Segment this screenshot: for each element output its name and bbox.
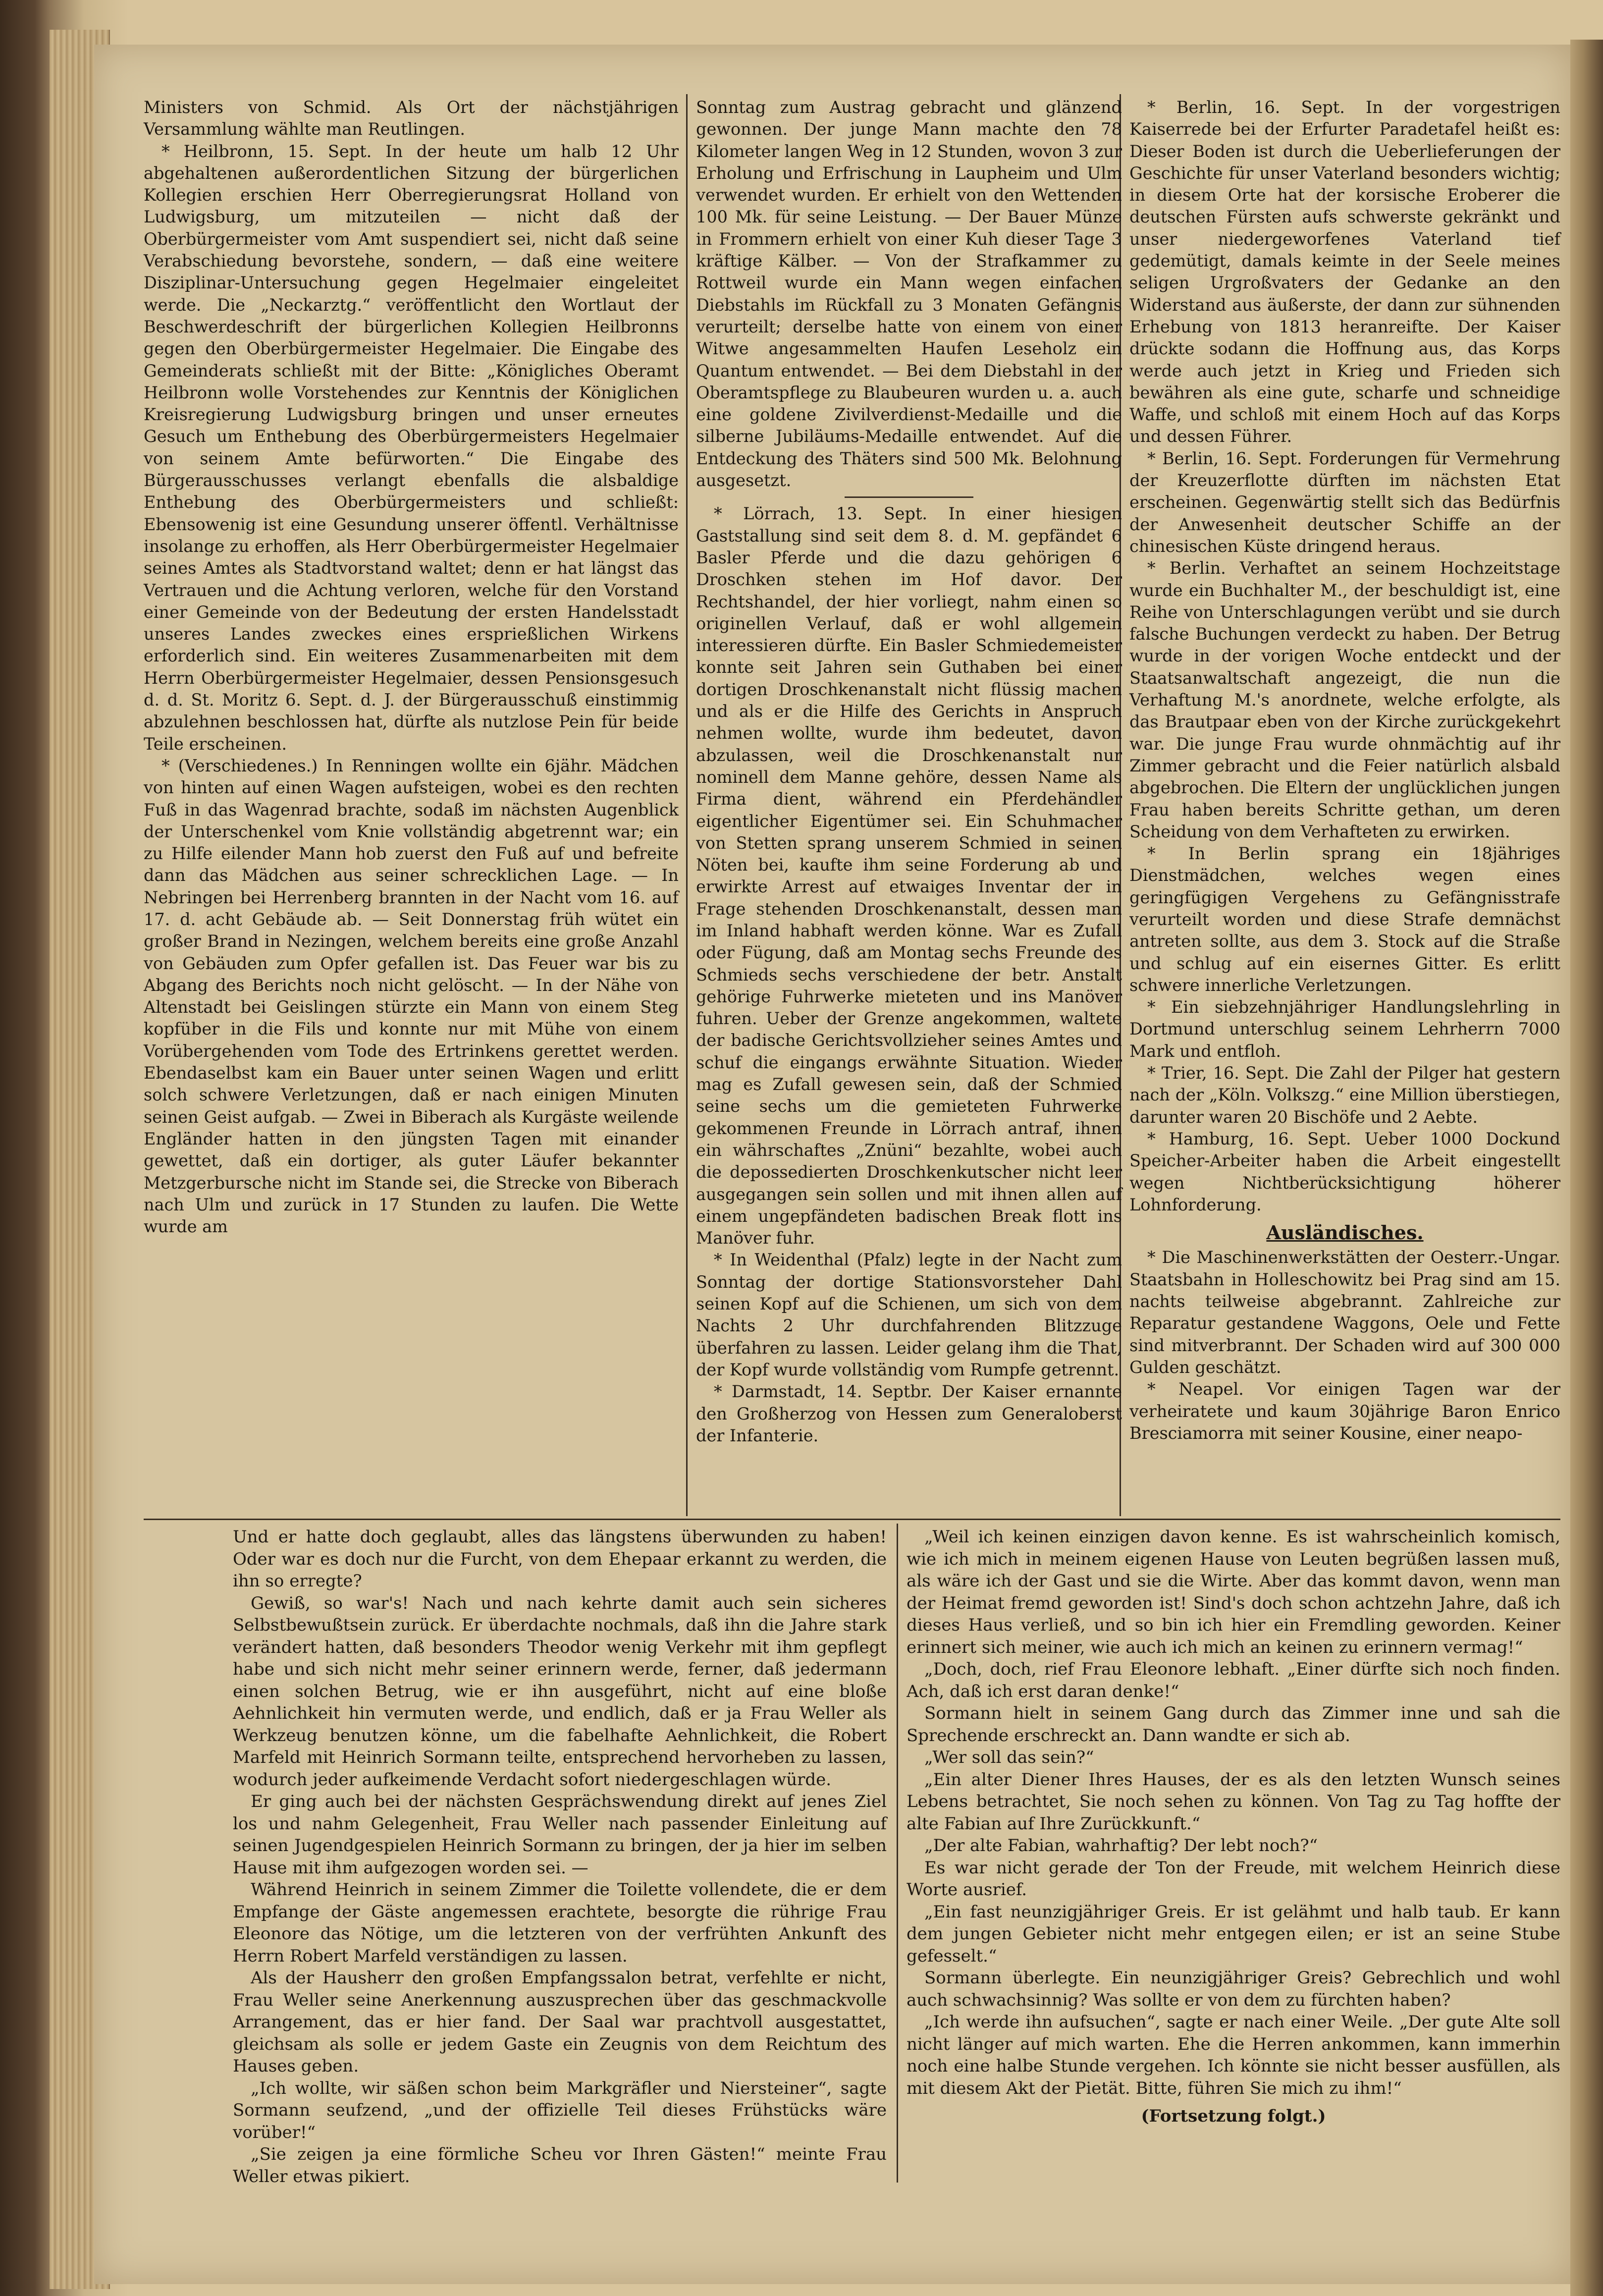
news-paragraph: * Trier, 16. Sept. Die Zahl der Pilger hat gestern nach der „Köln. Volkszg.“ eine Million überstiegen, darunter waren 20 Bischöfe und 2 Aebte. <box>1129 1063 1560 1127</box>
feuilleton-divider <box>144 1519 1560 1520</box>
news-paragraph: * Lörrach, 13. Sept. In einer hiesigen Gaststallung sind seit dem 8. d. M. gepfändet 6 Basler Pferde und die dazu gehörigen 6 Droschken stehen im Hof davor. Der Rechtshandel, der hier vorliegt, nahm einen so originellen Verlauf, daß er wohl allgemein interessieren dürfte. Ein Basler Schmiedemeister konnte seit Jahren sein Guthaben bei einer dortigen Droschkenanstalt nicht flüssig machen und als er die Hilfe des Gerichts in Anspruch nehmen wollte, wurde ihm bedeutet, davon abzulassen, weil die Droschkenanstalt nur nominell dem Manne gehöre, dessen Name als Firma dient, während ein Pferdehändler eigentlicher Eigentümer sei. Ein Schuhmacher von Stetten sprang unserem Schmied in seinen Nöten bei, kaufte ihm seine Forderung ab und erwirkte Arrest auf etwaiges Inventar der in Frage stehenden Droschkenanstalt, dessen man im Inland habhaft werden könne. War es Zufall oder Fügung, daß am Montag sechs Freunde des Schmieds sechs verschiedene der betr. Anstalt gehörige Fuhrwerke mieteten und ins Manöver fuhren. Ueber der Grenze angekommen, waltete der badische Gerichtsvollzieher seines Amtes und schuf die eingangs erwähnte Situation. Wieder mag es Zufall gewesen sein, daß der Schmied seine sechs um die gemieteten Fuhrwerke gekommenen Freunde in Lörrach antraf, ihnen ein währschaftes „Znüni“ bezahlte, wobei auch die depossedierten Droschkenkutscher nicht leer ausgegangen sein sollen und mit ihnen allen auf einem ungepfändeten badischen Break flott ins Manöver fuhr. <box>696 504 1122 1248</box>
feuilleton-paragraph: „Wer soll das sein?“ <box>924 1748 1094 1767</box>
feuilleton-paragraph: „Ich werde ihn aufsuchen“, sagte er nach einer Weile. „Der gute Alte soll nicht länger auf mich warten. Ehe die Herren ankommen, kann immerhin noch eine halbe Stunde vergehen. Ich könnte sie nicht besser ausfüllen, als mit diesem Akt der Pietät. Bitte, führen Sie mich zu ihm!“ <box>907 2012 1560 2098</box>
news-column-2 <box>696 97 1122 1514</box>
feuilleton-paragraph: Und er hatte doch geglaubt, alles das längstens überwunden zu haben! Oder war es doch nur die Furcht, von dem Ehepaar erkannt zu werden, die ihn so erregte? <box>233 1527 887 1591</box>
feuilleton-paragraph: „Weil ich keinen einzigen davon kenne. Es ist wahrscheinlich komisch, wie ich mich in meinem eigenen Hause von Leuten begrüßen lassen muß, als wäre ich der Gast und sie die Wirte. Aber das kommt davon, wenn man der Heimat fremd geworden ist! Sind's doch schon achtzehn Jahre, daß ich dieses Haus verließ, und so bin ich hier ein Fremdling geworden. Keiner erinnert sich meiner, wie auch ich mich an keinen zu erinnern vermag!“ <box>907 1527 1560 1657</box>
feuilleton-paragraph: Als der Hausherr den großen Empfangssalon betrat, verfehlte er nicht, Frau Weller seine Anerkennung auszusprechen über das geschmackvolle Arrangement, das er hier fand. Der Saal war prachtvoll ausgestattet, gleichsam als solle er jedem Gaste ein Zeugnis von dem Reichtum des Hauses geben. <box>233 1968 887 2076</box>
news-column-1 <box>144 97 679 1514</box>
news-paragraph: * Neapel. Vor einigen Tagen war der verheiratete und kaum 30jährige Baron Enrico Bresciamorra mit seiner Kousine, einer neapo- <box>1129 1379 1560 1443</box>
news-paragraph: * Ein siebzehnjähriger Handlungslehrling in Dortmund unterschlug seinem Lehrherrn 7000 Mark und entfloh. <box>1129 997 1560 1061</box>
feuilleton-paragraph: „Ich wollte, wir säßen schon beim Markgräfler und Niersteiner“, sagte Sormann seufzend, „und der offizielle Teil dieses Frühstücks wäre vorüber!“ <box>233 2078 887 2142</box>
feuilleton-paragraph: „Doch, doch, rief Frau Eleonore lebhaft. „Einer dürfte sich noch finden. Ach, daß ich erst daran denke!“ <box>907 1659 1560 1701</box>
news-paragraph: * Heilbronn, 15. Sept. In der heute um halb 12 Uhr abgehaltenen außerordentlichen Sitzung der bürgerlichen Kollegien erschien Herr Oberregierungsrat Holland von Ludwigsburg, um mitzuteilen — nicht daß der Oberbürgermeister vom Amt suspendiert sei, nicht daß seine Verabschiedung bevorstehe, sondern, — daß eine weitere Disziplinar-Untersuchung gegen Hegelmaier eingeleitet werde. Die „Neckarztg.“ veröffentlicht den Wortlaut der Beschwerdeschrift der bürgerlichen Kollegien Heilbronns gegen den Oberbürgermeister Hegelmaier. Die Eingabe des Gemeinderats schließt mit der Bitte: „Königliches Oberamt Heilbronn wolle Vorstehendes zur Kenntnis der Königlichen Kreisregierung Ludwigsburg bringen und unser erneutes Gesuch um Enthebung des Oberbürgermeisters Hegelmaier von seinem Amte befürworten.“ Die Eingabe des Bürgerausschusses verlangt ebenfalls die alsbaldige Enthebung des Oberbürgermeisters und schließt: Ebensowenig ist eine Gesundung unserer öffentl. Verhältnisse insolange zu erhoffen, als Herr Oberbürgermeister Hegelmaier seines Amtes als Stadtvorstand waltet; denn er hat längst das Vertrauen und die Achtung verloren, welche für den Vorstand einer Gemeinde von der Bedeutung der ersten Handelsstadt unseres Landes zweckes eines ersprießlichen Wirkens erforderlich sind. Ein weiteres Zusammenarbeiten mit dem Herrn Oberbürgermeister Hegelmaier, dessen Pensionsgesuch d. d. St. Moritz 6. Sept. d. J. der Bürgerausschuß einstimmig abzulehnen beschlossen hat, dürfte als nutzlose Pein für beide Teile erscheinen. <box>144 141 679 754</box>
news-paragraph: * Berlin. Verhaftet an seinem Hochzeitstage wurde ein Buchhalter M., der beschuldigt ist, eine Reihe von Unterschlagungen verübt und sie durch falsche Buchungen verdeckt zu haben. Der Betrug wurde in der vorigen Woche entdeckt und der Staatsanwaltschaft angezeigt, die nun die Verhaftung M.'s anordnete, welche erfolgte, als das Brautpaar eben von der Kirche zurückgekehrt war. Die junge Frau wurde ohnmächtig auf ihr Zimmer gebracht und die Feier natürlich alsbald abgebrochen. Die Eltern der unglücklichen jungen Frau haben bereits Schritte gethan, um deren Scheidung von dem Verhafteten zu erwirken. <box>1129 558 1560 841</box>
news-column-3 <box>1129 97 1560 1514</box>
feuilleton-paragraph: „Ein alter Diener Ihres Hauses, der es als den letzten Wunsch seines Lebens betrachtet, Sie noch sehen zu können. Von Tag zu Tag hoffte der alte Fabian auf Ihre Zurückkunft.“ <box>907 1769 1560 1834</box>
news-paragraph: * In Berlin sprang ein 18jähriges Dienstmädchen, welches wegen eines geringfügigen Vergehens zu Gefängnisstrafe verurteilt worden und diese Strafe demnächst antreten sollte, aus dem 3. Stock auf die Straße und schlug auf ein eisernes Gitter. Es erlitt schwere innerliche Verletzungen. <box>1129 844 1560 995</box>
feuilleton-paragraph: Es war nicht gerade der Ton der Freude, mit welchem Heinrich diese Worte ausrief. <box>907 1858 1560 1900</box>
feuilleton-column-rule <box>897 1524 898 2183</box>
news-paragraph: Ministers von Schmid. Als Ort der nächstjährigen Versammlung wählte man Reutlingen. <box>144 98 679 139</box>
feuilleton-paragraph: „Ein fast neunzigjähriger Greis. Er ist gelähmt und halb taub. Er kann dem jungen Gebieter nicht mehr entgegen eilen; er ist an seine Stube gefesselt.“ <box>907 1902 1560 1966</box>
news-paragraph: * (Verschiedenes.) In Renningen wollte ein 6jähr. Mädchen von hinten auf einen Wagen aufsteigen, wobei es den rechten Fuß in das Wagenrad brachte, sodaß im nächsten Augenblick der Unterschenkel vom Knie vollständig abgetrennt war; ein zu Hilfe eilender Mann hob zuerst den Fuß auf und befreite dann das Mädchen aus seiner schrecklichen Lage. — In Nebringen bei Herrenberg brannten in der Nacht vom 16. auf 17. d. acht Gebäude ab. — Seit Donnerstag früh wütet ein großer Brand in Nezingen, welchem bereits eine große Anzahl von Gebäuden zum Opfer gefallen ist. Das Feuer war bis zu Abgang des Berichts noch nicht gelöscht. — In der Nähe von Altenstadt bei Geislingen stürzte ein Mann von einem Steg kopfüber in die Fils und konnte nur mit Mühe von einem Vorübergehenden vom Tode des Ertrinkens gerettet werden. Ebendaselbst kam ein Bauer unter seinen Wagen und erlitt solch schwere Verletzungen, daß er nach einigen Minuten seinen Geist aufgab. — Zwei in Biberach als Kurgäste weilende Engländer hatten in den jüngsten Tagen mit einander gewettet, daß ein dortiger, als guter Läufer bekannter Metzgerbursche nicht im Stande sei, die Strecke von Biberach nach Ulm und zurück in 17 Stunden zu laufen. Die Wette wurde am <box>144 756 679 1237</box>
feuilleton-paragraph: Während Heinrich in seinem Zimmer die Toilette vollendete, die er dem Empfange der Gäste angemessen erachtete, besorgte die rührige Frau Eleonore das Nötige, um die letzteren von der verfrühten Ankunft des Herrn Robert Marfeld verständigen zu lassen. <box>233 1880 887 1966</box>
feuilleton-paragraph: Sormann hielt in seinem Gang durch das Zimmer inne und sah die Sprechende erschreckt an. Dann wandte er sich ab. <box>907 1703 1560 1746</box>
news-paragraph: Sonntag zum Austrag gebracht und glänzend gewonnen. Der junge Mann machte den 78 Kilometer langen Weg in 12 Stunden, wovon 3 zur Erholung und Erfrischung in Laupheim und Ulm verwendet wurden. Er erhielt von den Wettenden 100 Mk. für seine Leistung. — Der Bauer Münze in Frommern erhielt von einer Kuh dieser Tage 3 kräftige Kälber. — Von der Strafkammer zu Rottweil wurde ein Mann wegen einfachen Diebstahls im Rückfall zu 3 Monaten Gefängnis verurteilt; derselbe hatte von einem von einer Witwe angesammelten Haufen Leseholz ein Quantum entwendet. — Bei dem Diebstahl in der Oberamtspflege zu Blaubeuren wurden u. a. auch eine goldene Zivilverdienst-Medaille und die silberne Jubiläums-Medaille entwendet. Auf die Entdeckung des Thäters sind 500 Mk. Belohnung ausgesetzt. <box>696 98 1122 491</box>
feuilleton-paragraph: Er ging auch bei der nächsten Gesprächswendung direkt auf jenes Ziel los und nahm Gelegenheit, Frau Weller nach passender Einleitung auf seinen Jugendgespielen Heinrich Sormann zu bringen, der ja hier im selben Hause mit ihm aufgezogen worden sei. — <box>233 1792 887 1878</box>
feuilleton-paragraph: „Der alte Fabian, wahrhaftig? Der lebt noch?“ <box>924 1836 1318 1856</box>
news-paragraph: * Darmstadt, 14. Septbr. Der Kaiser ernannte den Großherzog von Hessen zum Generaloberst der Infanterie. <box>696 1382 1122 1445</box>
feuilleton-paragraph: Gewiß, so war's! Nach und nach kehrte damit auch sein sicheres Selbstbewußtsein zurück. Er überdachte nochmals, daß ihn die Jahre stark verändert hatten, daß besonders Theodor wenig Verkehr mit ihm gepflegt habe und sich nicht mehr seiner erinnern werde, ferner, daß jedermann einen solchen Betrug, wie er ihn ausgeführt, nicht auf eine bloße Aehnlichkeit hin vermuten werde, und endlich, daß er ja Frau Weller als Werkzeug benutzen könne, um die fabelhafte Aehnlichkeit, die Robert Marfeld mit Heinrich Sormann teilte, entsprechend hervorheben zu lassen, wodurch jeder aufkeimende Verdacht sofort niedergeschlagen würde. <box>233 1593 887 1790</box>
article-separator <box>845 496 973 498</box>
feuilleton-paragraph: „Sie zeigen ja eine förmliche Scheu vor Ihren Gästen!“ meinte Frau Weller etwas pikiert. <box>233 2144 887 2187</box>
feuilleton-column-right <box>907 1526 1560 2185</box>
news-paragraph: * Die Maschinenwerkstätten der Oesterr.-Ungar. Staatsbahn in Holleschowitz bei Prag sind am 15. nachts teilweise abgebrannt. Zahlreiche zur Reparatur gestandene Waggons, Oele und Fette sind mitverbrannt. Der Schaden wird auf 300 000 Gulden geschätzt. <box>1129 1248 1560 1377</box>
news-paragraph: * Berlin, 16. Sept. In der vorgestrigen Kaiserrede bei der Erfurter Paradetafel heißt es: Dieser Boden ist durch die Ueberlieferungen der Geschichte für unser Vaterland besonders wichtig; in diesem Orte hat der korsische Eroberer die deutschen Fürsten aufs schwerste gekränkt und unser niedergeworfenes Vaterland tief gedemütigt, damals keimte in der Seele meines seligen Urgroßvaters der Gedanke an den Widerstand aus äußerste, der dann zur sühnenden Erhebung von 1813 heranreifte. Der Kaiser drückte sodann die Hoffnung aus, das Korps werde auch jetzt in Krieg und Frieden sich bewähren als eine gute, scharfe und schneidige Waffe, und schloß mit einem Hoch auf das Korps und dessen Führer. <box>1129 98 1560 446</box>
feuilleton-paragraph: Sormann überlegte. Ein neunzigjähriger Greis? Gebrechlich und wohl auch schwachsinnig? Was sollte er von dem zu fürchten haben? <box>907 1968 1560 2010</box>
page-edge <box>1570 40 1603 2296</box>
news-paragraph: * In Weidenthal (Pfalz) legte in der Nacht zum Sonntag der dortige Stationsvorsteher Dahl seinen Kopf auf die Schienen, um sich von dem Nachts 2 Uhr durchfahrenden Blitzzuge überfahren zu lassen. Leider gelang ihm die That, der Kopf wurde vollständig vom Rumpfe getrennt. <box>696 1250 1122 1379</box>
news-paragraph: * Berlin, 16. Sept. Forderungen für Vermehrung der Kreuzerflotte dürften im nächsten Etat erscheinen. Gegenwärtig stellt sich das Bedürfnis der Anwesenheit deutscher Schiffe an der chinesischen Küste dringend heraus. <box>1129 448 1560 556</box>
section-heading: Ausländisches. <box>1266 1221 1424 1244</box>
feuilleton-column-left <box>233 1526 887 2185</box>
continuation-note: (Fortsetzung folgt.) <box>1141 2106 1326 2126</box>
news-paragraph: * Hamburg, 16. Sept. Ueber 1000 Dockund Speicher-Arbeiter haben die Arbeit eingestellt wegen Nichtberücksichtigung höherer Lohnforderung. <box>1129 1129 1560 1214</box>
column-rule <box>686 94 688 1516</box>
